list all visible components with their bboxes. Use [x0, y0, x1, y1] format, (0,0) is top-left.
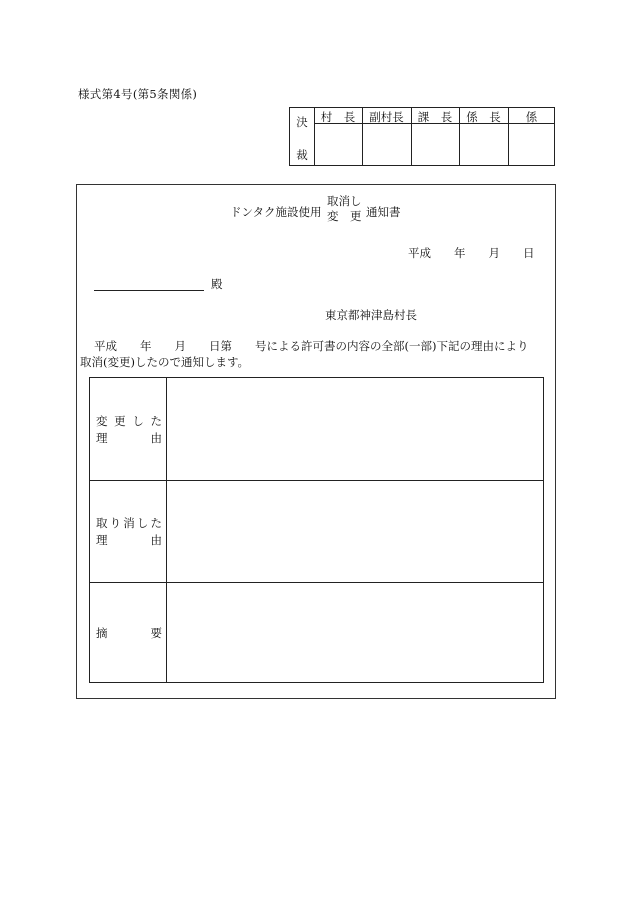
cancel-reason-label: 取 り 消 し た 理 由: [96, 516, 162, 547]
body-line-1: 平成 年 月 日第 号による許可書の内容の全部(一部)下記の理由により: [94, 339, 529, 353]
approval-col-subsection-chief: 係 長: [466, 110, 501, 124]
title-options: [327, 194, 362, 224]
addressee-blank: [94, 290, 204, 291]
approval-side-bottom: 裁: [296, 148, 308, 162]
approval-col-section-chief: 課 長: [417, 110, 453, 124]
title-prefix: ドンタク施設使用: [230, 205, 322, 219]
approval-col-deputy-mayor: 副村長: [369, 110, 404, 124]
title-option-cancel: 取消し: [327, 194, 362, 208]
title-option-change: 変 更: [327, 209, 362, 223]
form-number: 様式第4号(第5条関係): [78, 87, 198, 101]
body-line-2: 取消(変更)したので通知します。: [80, 355, 250, 369]
cancel-reason-field[interactable]: [167, 481, 543, 582]
change-reason-field[interactable]: [167, 378, 543, 480]
title-suffix: 通知書: [366, 205, 401, 219]
approval-side-top: 決: [296, 115, 308, 129]
issuer: 東京都神津島村長: [325, 308, 417, 322]
date-line: [408, 245, 535, 261]
approval-table: [289, 107, 555, 166]
date-era: 平成: [408, 246, 431, 260]
date-day: 日: [523, 246, 535, 260]
reasons-table: [89, 377, 544, 683]
approval-col-staff: 係: [525, 110, 538, 124]
summary-field[interactable]: [167, 583, 543, 682]
addressee-honorific: 殿: [211, 277, 223, 291]
approval-col-mayor: 村 長: [320, 110, 356, 124]
date-month: 月: [488, 246, 500, 260]
summary-label: 摘 要: [96, 626, 162, 640]
date-year: 年: [454, 246, 466, 260]
change-reason-label: 変 更 し た 理 由: [96, 414, 162, 445]
